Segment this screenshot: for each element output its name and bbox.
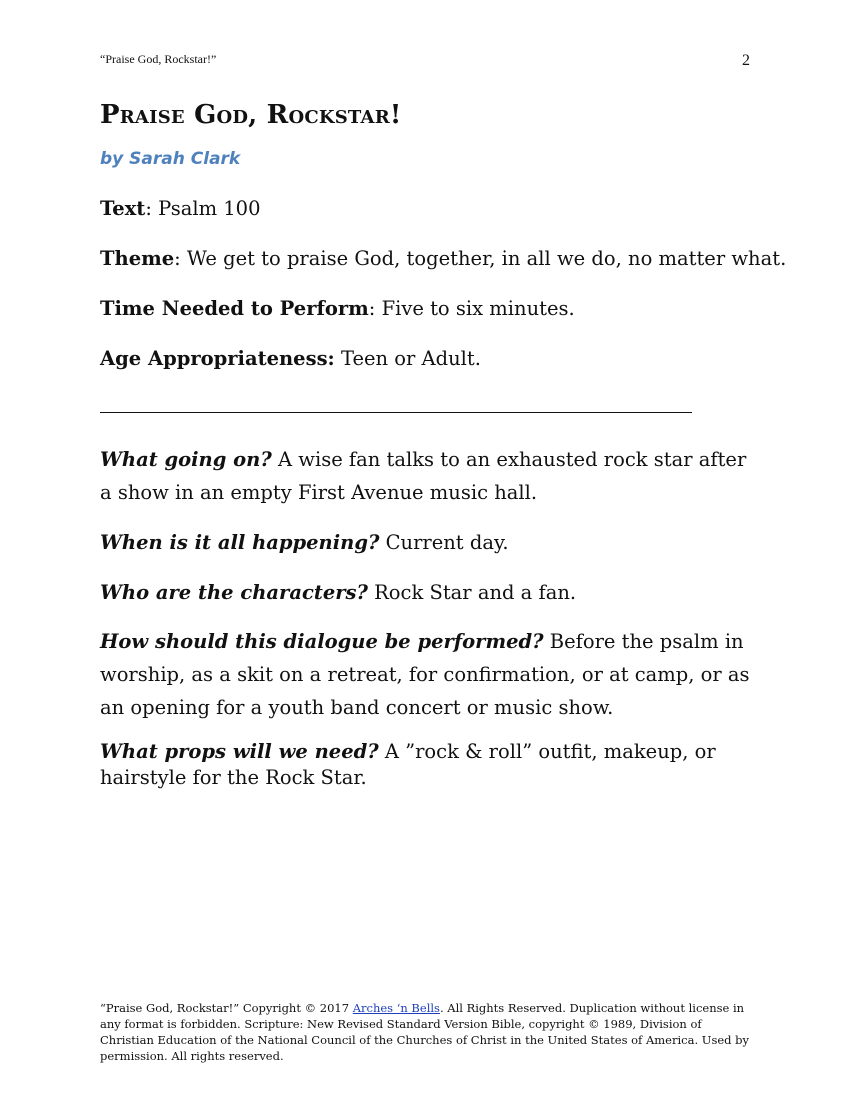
field-label: Theme xyxy=(100,247,175,270)
field-label: Time Needed to Perform xyxy=(100,297,369,320)
question-label: How should this dialogue be performed? xyxy=(100,630,544,653)
question-label: Who are the characters? xyxy=(100,581,368,604)
footer-text-end: . All Rights Reserved. Duplication without license in any format is forbidden. Scripture: New Revised Standard Version Bible, copyright © 1989, Division of Christian Education of the National Council of the Churches of Christ in the United States of America. Used by permission. All rights reserved. xyxy=(100,1001,750,1063)
question-how xyxy=(100,625,760,724)
field-value: Five to six minutes. xyxy=(381,297,575,320)
answer-text: Before the psalm in worship, as a skit on a retreat, for confirmation, or at camp, or as an opening for a youth band concert or music show. xyxy=(100,630,750,719)
running-header: “Praise God, Rockstar!” xyxy=(100,52,217,66)
answer-text: A wise fan talks to an exhausted rock star after a show in an empty First Avenue music hall. xyxy=(100,448,747,504)
question-when xyxy=(100,526,760,559)
author-byline: by Sarah Clark xyxy=(100,149,241,169)
document-title: Praise God, Rockstar! xyxy=(100,100,402,130)
field-separator: : xyxy=(145,197,159,220)
field-separator: : xyxy=(368,297,382,320)
field-age xyxy=(100,347,481,370)
answer-text: Current day. xyxy=(379,531,509,554)
question-label: When is it all happening? xyxy=(100,531,380,554)
field-separator: : xyxy=(174,247,187,270)
question-whats-going-on xyxy=(100,443,760,509)
field-label: Text xyxy=(100,197,146,220)
footer-text-start: “Praise God, Rockstar!” Copyright © 2017 xyxy=(100,1001,353,1015)
copyright-footer xyxy=(100,1000,750,1064)
field-value: We get to praise God, together, in all we do, no matter what. xyxy=(186,247,787,270)
field-label: Age Appropriateness: xyxy=(100,347,335,370)
page-number: 2 xyxy=(742,52,750,69)
answer-text: A ”rock & roll” outfit, makeup, or hairstyle for the Rock Star. xyxy=(100,740,716,789)
field-theme xyxy=(100,247,786,270)
field-value: Teen or Adult. xyxy=(340,347,481,370)
field-text xyxy=(100,197,260,220)
field-time-needed xyxy=(100,297,575,320)
question-who xyxy=(100,576,760,609)
publisher-link[interactable]: Arches ‘n Bells xyxy=(352,1001,440,1015)
question-label: What props will we need? xyxy=(100,740,379,763)
field-value: Psalm 100 xyxy=(158,197,261,220)
question-props xyxy=(100,739,760,791)
answer-text: Rock Star and a fan. xyxy=(367,581,577,604)
question-label: What going on? xyxy=(100,448,272,471)
section-divider xyxy=(100,412,692,413)
